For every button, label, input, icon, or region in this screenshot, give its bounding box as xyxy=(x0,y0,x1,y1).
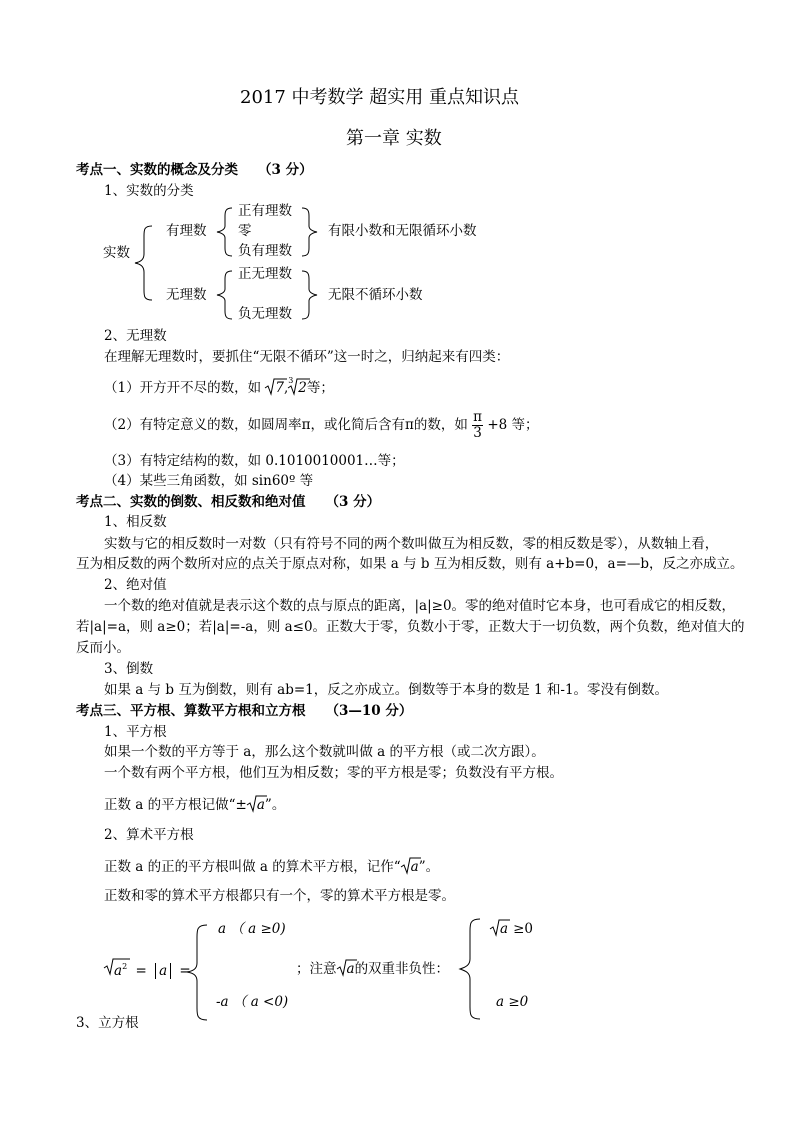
sqrt-a-squared: $a^2 = a$ = xyxy=(104,963,191,979)
absolute-para-1: 一个数的绝对值就是表示这个数的点与原点的距离，|a|≥0。零的绝对值时它本身，也可看成它的相反数， xyxy=(104,598,736,614)
chapter-title: 第一章 实数 xyxy=(346,128,442,149)
fraction-pi-over-3: $\frac{\pi}{3}$ xyxy=(473,409,483,441)
nonneg-case-1: a ≥0 xyxy=(490,923,533,937)
tree-neg-rational: 负有理数 xyxy=(238,243,292,259)
brace-rational-desc xyxy=(300,208,318,256)
page-title: 2017 中考数学 超实用 重点知识点 xyxy=(240,87,519,108)
absolute-para-3: 反而小。 xyxy=(76,640,130,656)
sub-heading-square-root: 1、平方根 xyxy=(104,724,167,740)
square-root-para-2: 一个数有两个平方根，他们互为相反数；零的平方根是零；负数没有平方根。 xyxy=(104,765,563,781)
sqrt-7: 7 xyxy=(265,382,284,396)
opposite-para-2: 互为相反数的两个数所对应的点关于原点对称，如果 a 与 b 互为相反数，则有 a+b=0，a=—b，反之亦成立。 xyxy=(76,556,744,572)
tree-neg-irrational: 负无理数 xyxy=(238,306,292,322)
absolute-para-2: 若|a|=a，则 a≥0；若|a|=-a，则 a≤0。正数大于零，负数小于零，正数大于一切负数，两个负数，绝对值大的 xyxy=(76,619,745,635)
arith-root-para: 正数和零的算术平方根都只有一个，零的算术平方根是零。 xyxy=(104,888,455,904)
sqrt-a-notation: a xyxy=(247,799,265,813)
irrational-case-2: （2）有特定意义的数，如圆周率π，或化简后含有π的数，如 $\frac{\pi}{3}$ +8 等； xyxy=(104,409,539,441)
section-heading-1: 考点一、实数的概念及分类 （3 分） xyxy=(76,162,313,178)
tree-root: 实数 xyxy=(103,245,130,261)
irrational-case-3: （3）有特定结构的数，如 0.1010010001…等； xyxy=(104,453,405,469)
sub-heading-cube-root: 3、立方根 xyxy=(76,1015,139,1031)
piecewise-case-2: -a （ a <0) xyxy=(216,994,289,1010)
arith-root-notation: 正数 a 的正的平方根叫做 a 的算术平方根，记作“ a”。 xyxy=(104,859,440,875)
sub-heading-absolute: 2、绝对值 xyxy=(104,577,167,593)
tree-pos-rational: 正有理数 xyxy=(238,203,292,219)
tree-rational-desc: 有限小数和无限循环小数 xyxy=(328,223,477,239)
abs-a: a xyxy=(155,963,171,979)
tree-irrational: 无理数 xyxy=(166,287,207,303)
tree-rational: 有理数 xyxy=(166,223,207,239)
nonneg-note: ；注意 a的双重非负性： xyxy=(296,961,450,977)
opposite-para-1: 实数与它的相反数时一对数（只有符号不同的两个数叫做互为相反数，零的相反数是零），从数轴上看， xyxy=(104,536,719,552)
section-heading-3: 考点三、平方根、算数平方根和立方根 （3—10 分） xyxy=(76,703,413,719)
irrational-intro: 在理解无理数时，要抓住“无限不循环”这一时之，归纳起来有四类： xyxy=(104,349,510,365)
sub-heading-irrational: 2、无理数 xyxy=(104,328,167,344)
irrational-case-1: （1）开方开不尽的数，如 7, 3 2等； xyxy=(104,376,334,396)
irrational-case-4: （4）某些三角函数，如 sin60º 等 xyxy=(104,473,314,489)
sub-heading-opposite: 1、相反数 xyxy=(104,514,167,530)
sub-heading-classification: 1、实数的分类 xyxy=(104,183,194,199)
sqrt-a-arith: a xyxy=(401,861,419,875)
reciprocal-para: 如果 a 与 b 互为倒数，则有 ab=1，反之亦成立。倒数等于本身的数是 1 和-1。零没有倒数。 xyxy=(104,682,669,698)
tree-zero: 零 xyxy=(238,223,252,239)
brace-nonneg xyxy=(458,919,482,1019)
brace-root xyxy=(134,226,154,300)
piecewise-case-1: a （ a ≥0) xyxy=(218,921,286,937)
cbrt-2: 3 2 xyxy=(288,382,307,396)
sub-heading-arith-root: 2、算术平方根 xyxy=(104,827,194,843)
brace-irrational-desc xyxy=(300,271,318,319)
brace-rational xyxy=(216,208,234,256)
sub-heading-reciprocal: 3、倒数 xyxy=(104,661,154,677)
brace-piecewise xyxy=(185,925,209,1020)
square-root-notation: 正数 a 的平方根记做“± a”。 xyxy=(104,797,286,813)
tree-pos-irrational: 正无理数 xyxy=(238,266,292,282)
section-heading-2: 考点二、实数的倒数、相反数和绝对值 （3 分） xyxy=(76,494,381,510)
square-root-para-1: 如果一个数的平方等于 a，那么这个数就叫做 a 的平方根（或二次方跟）。 xyxy=(104,744,545,760)
tree-irrational-desc: 无限不循环小数 xyxy=(328,287,423,303)
brace-irrational xyxy=(216,271,234,319)
nonneg-case-2: a ≥0 xyxy=(496,994,529,1010)
